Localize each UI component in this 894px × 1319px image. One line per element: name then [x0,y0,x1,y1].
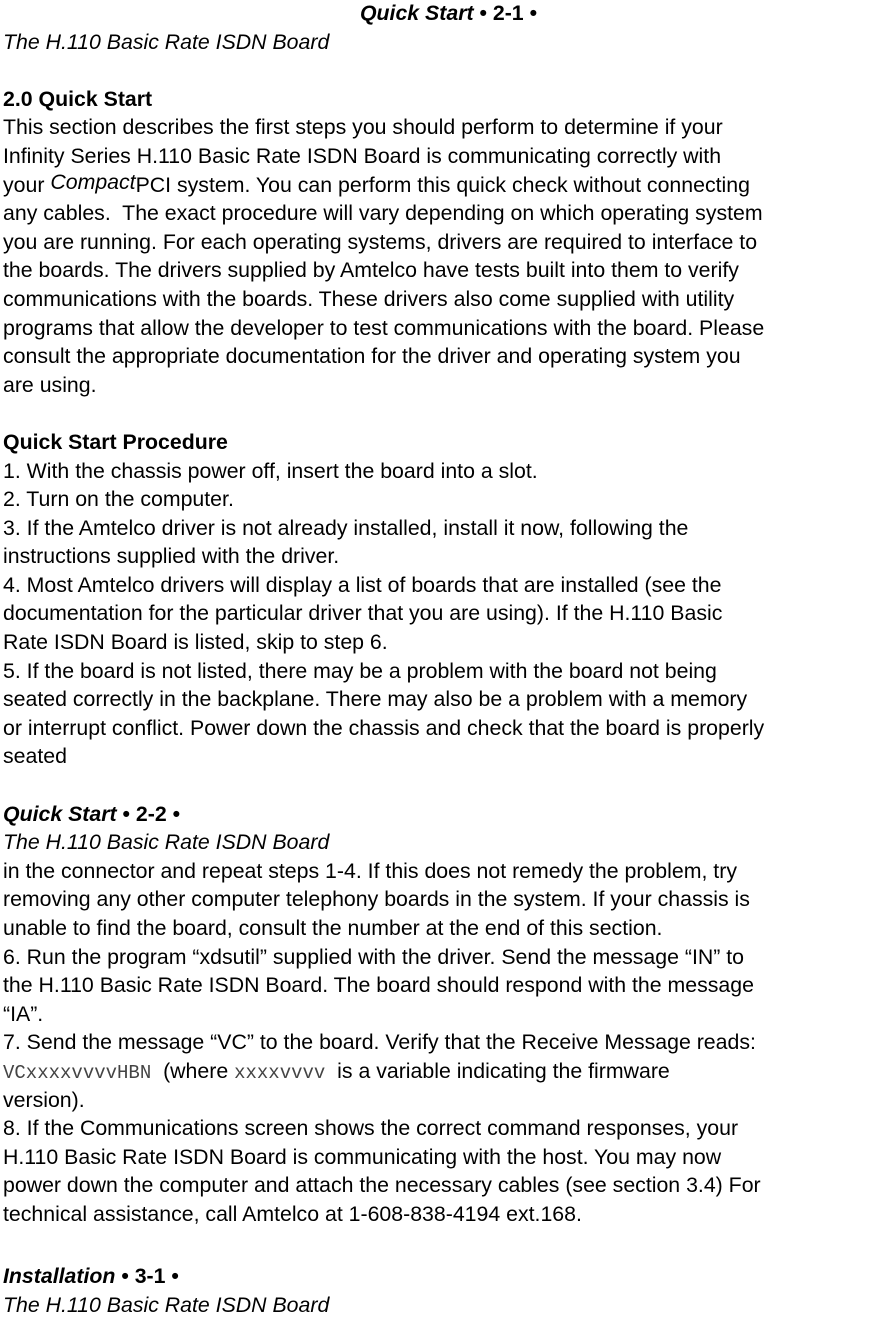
text-span: seated correctly in the backplane. There may also be a problem with a memory [3,687,748,712]
blank-line [3,56,894,85]
text-line [3,943,894,972]
text-line [3,1171,894,1200]
text-span: 2.0 Quick Start [3,86,153,111]
text-span: This section describes the first steps you should perform to determine if your [3,115,723,140]
text-line [3,199,894,228]
text-line [3,714,894,743]
document-page [3,0,894,1319]
text-line [3,885,894,914]
text-line [3,1114,894,1143]
text-span: • 2-1 • [473,1,538,25]
running-subhead-line [3,1291,894,1319]
text-span: 6. Run the program “xdsutil” supplied with the driver. Send the message “IN” to [3,944,745,969]
text-line [3,371,894,400]
code-text: xxxxvvvv [234,1061,326,1084]
text-span: Quick Start [3,801,117,826]
text-span: communications with the boards. These drivers also come supplied with utility [3,286,735,311]
text-span: The H.110 Basic Rate ISDN Board [3,830,330,855]
text-line [3,971,894,1000]
text-line [3,914,894,943]
text-line [3,171,894,200]
text-span: the H.110 Basic Rate ISDN Board. The board should respond with the message [3,973,754,998]
text-span: Infinity Series H.110 Basic Rate ISDN Board is communicating correctly with [3,143,722,168]
running-head-line [3,800,894,829]
text-line [3,742,894,771]
section-heading-line [3,428,894,457]
text-span: (where [151,1058,235,1083]
text-span: • 3-1 • [115,1264,179,1289]
text-line [3,142,894,171]
blank-line [3,399,894,428]
running-subhead-line [3,828,894,857]
text-line [3,542,894,571]
text-line [3,1057,894,1086]
text-span: H.110 Basic Rate ISDN Board is communicating with the host. You may now [3,1144,722,1169]
text-span: 4. Most Amtelco drivers will display a list of boards that are installed (see the [3,572,722,597]
text-span: power down the computer and attach the necessary cables (see section 3.4) For [3,1173,761,1198]
text-line [3,1143,894,1172]
text-span: PCI system. You can perform this quick check without connecting [135,172,750,197]
text-span: 3. If the Amtelco driver is not already installed, install it now, following the [3,515,689,540]
text-line [3,1000,894,1029]
text-line [3,285,894,314]
text-line [3,599,894,628]
running-head-line [3,0,894,28]
text-span: Installation [3,1264,116,1289]
text-span: your [3,172,51,197]
text-line [3,1086,894,1115]
text-span: 1. With the chassis power off, insert the board into a slot. [3,458,538,483]
text-line [3,485,894,514]
text-span: you are running. For each operating systems, drivers are required to interface to [3,229,758,254]
text-line [3,314,894,343]
section-heading-line [3,85,894,114]
text-span: or interrupt conflict. Power down the chassis and check that the board is properly [3,715,765,740]
brand-text: Compact [50,169,136,194]
running-subhead-line [3,28,894,57]
text-span: seated [3,744,67,769]
text-span: 2. Turn on the computer. [3,487,234,512]
text-span: the boards. The drivers supplied by Amtelco have tests built into them to verify [3,258,739,283]
text-line [3,857,894,886]
text-span: any cables. The exact procedure will vary depending on which operating system [3,201,763,226]
text-span: “IA”. [3,1001,44,1026]
text-span: Quick Start [359,1,474,25]
text-span: documentation for the particular driver that you are using). If the H.110 Basic [3,601,723,626]
blank-line [3,771,894,800]
text-span: 7. Send the message “VC” to the board. Verify that the Receive Message reads: [3,1030,756,1055]
text-line [3,457,894,486]
text-span: technical assistance, call Amtelco at 1-608-838-4194 ext.168. [3,1201,582,1226]
text-span: instructions supplied with the driver. [3,544,340,569]
text-span: consult the appropriate documentation for the driver and operating system you [3,344,741,369]
text-span: 5. If the board is not listed, there may be a problem with the board not being [3,658,717,683]
text-span: programs that allow the developer to test communications with the board. Please [3,315,765,340]
running-head-line [3,1262,894,1291]
blank-line [3,1229,894,1258]
text-line [3,571,894,600]
text-line [3,514,894,543]
text-line [3,628,894,657]
text-line [3,1028,894,1057]
text-span: in the connector and repeat steps 1-4. If this does not remedy the problem, try [3,858,737,883]
text-span: Quick Start Procedure [3,429,228,454]
text-span: removing any other computer telephony boards in the system. If your chassis is [3,887,750,912]
text-span: The H.110 Basic Rate ISDN Board [3,1292,330,1317]
text-line [3,113,894,142]
text-span: is a variable indicating the firmware [325,1058,670,1083]
text-line [3,228,894,257]
text-line [3,685,894,714]
text-line [3,1200,894,1229]
text-span: version). [3,1087,85,1112]
text-span: are using. [3,372,97,397]
text-span: Rate ISDN Board is listed, skip to step 6. [3,630,388,655]
text-line [3,342,894,371]
code-text: VCxxxxvvvvHBN [3,1061,152,1084]
text-span: • 2-2 • [116,801,181,826]
text-line [3,256,894,285]
text-span: The H.110 Basic Rate ISDN Board [3,29,330,54]
text-span: unable to find the board, consult the number at the end of this section. [3,916,663,940]
text-span: 8. If the Communications screen shows the correct command responses, your [3,1116,739,1141]
text-line [3,657,894,686]
